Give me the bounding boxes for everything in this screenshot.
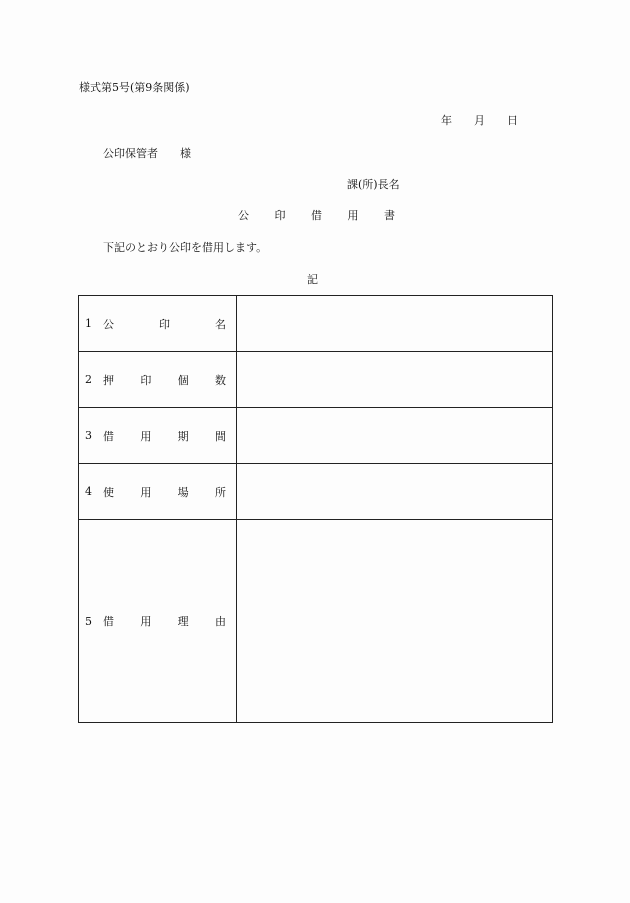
seal-name-value-cell[interactable] xyxy=(237,296,553,352)
sender-name: 課(所)長名 xyxy=(347,178,400,191)
label-cell xyxy=(79,296,237,352)
label-char: 間 xyxy=(214,429,226,443)
addressee-honorific: 様 xyxy=(180,147,191,160)
row-label xyxy=(103,316,226,332)
document-title xyxy=(238,210,395,221)
title-char: 借 xyxy=(311,209,322,222)
label-char: 印 xyxy=(159,317,170,331)
label-char: 用 xyxy=(140,615,152,628)
row-label xyxy=(103,484,226,500)
label-cell xyxy=(79,520,237,723)
label-char: 押 xyxy=(103,373,114,387)
label-cell xyxy=(79,464,237,520)
row-number: 5 xyxy=(85,614,92,628)
title-char: 印 xyxy=(274,209,286,222)
label-char: 用 xyxy=(140,429,152,443)
label-char: 借 xyxy=(103,615,114,628)
borrow-period-value-cell[interactable] xyxy=(237,408,553,464)
table-row xyxy=(79,352,553,408)
table-row xyxy=(79,408,553,464)
row-number: 4 xyxy=(85,485,92,498)
table-row xyxy=(79,520,553,723)
label-char: 理 xyxy=(177,615,189,628)
row-label xyxy=(103,428,226,444)
row-label xyxy=(103,372,226,388)
title-char: 公 xyxy=(238,209,249,222)
date-month-label: 月 xyxy=(474,114,485,127)
label-char: 所 xyxy=(214,485,226,499)
row-number: 3 xyxy=(85,429,92,442)
date-year-label: 年 xyxy=(441,114,452,127)
label-char: 用 xyxy=(140,485,152,499)
label-char: 借 xyxy=(103,429,114,443)
ki-heading: 記 xyxy=(307,273,318,286)
table-row xyxy=(79,296,553,352)
title-char: 用 xyxy=(347,209,359,222)
borrow-reason-value-cell[interactable] xyxy=(237,520,553,723)
row-number: 2 xyxy=(85,373,92,386)
usage-place-value-cell[interactable] xyxy=(237,464,553,520)
label-char: 使 xyxy=(103,485,114,499)
title-char: 書 xyxy=(384,209,395,222)
date-line xyxy=(441,115,518,126)
date-day-label: 日 xyxy=(507,114,518,127)
addressee xyxy=(103,148,191,159)
row-label xyxy=(103,613,226,629)
label-char: 公 xyxy=(103,317,114,331)
label-cell xyxy=(79,408,237,464)
record-table xyxy=(78,295,553,723)
stamp-count-value-cell[interactable] xyxy=(237,352,553,408)
row-number: 1 xyxy=(85,317,92,330)
label-char: 名 xyxy=(215,317,226,331)
label-char: 個 xyxy=(177,373,189,387)
label-char: 数 xyxy=(214,373,226,387)
intro-text: 下記のとおり公印を借用します。 xyxy=(103,241,268,254)
label-char: 印 xyxy=(140,373,152,387)
label-char: 場 xyxy=(177,485,189,499)
form-number: 様式第5号(第9条関係) xyxy=(79,81,190,94)
table-row xyxy=(79,464,553,520)
label-char: 由 xyxy=(214,615,226,628)
addressee-name: 公印保管者 xyxy=(103,147,158,160)
label-cell xyxy=(79,352,237,408)
label-char: 期 xyxy=(177,429,189,443)
